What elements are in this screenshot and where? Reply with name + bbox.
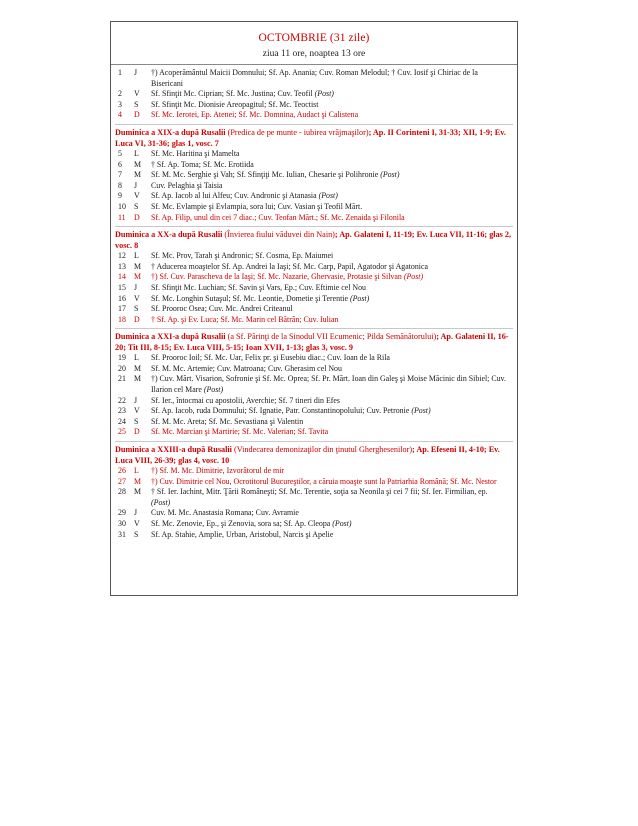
weekday: L bbox=[134, 251, 139, 261]
saints-text: Sf. Mc. Haritina şi Mamelta bbox=[151, 148, 240, 158]
day-row bbox=[115, 396, 513, 407]
fast-marker: (Post) bbox=[318, 191, 338, 201]
day-number: 27 bbox=[118, 476, 126, 486]
weekday: M bbox=[134, 261, 142, 271]
sunday-heading bbox=[115, 328, 513, 353]
sunday-description: (Învierea fiului văduvei din Nain) bbox=[224, 230, 335, 240]
day-saints bbox=[151, 406, 513, 417]
day-saints bbox=[151, 353, 513, 364]
day-number: 16 bbox=[118, 293, 126, 303]
day-number: 4 bbox=[118, 110, 122, 120]
day-row bbox=[115, 477, 513, 488]
day-saints bbox=[151, 396, 513, 407]
fast-marker: (Post) bbox=[151, 497, 171, 507]
fast-marker: (Post) bbox=[332, 519, 352, 528]
sunday-description: (a Sf. Părinţi de la Sinodul VII Ecumenic; Pilda Semănătorului) bbox=[227, 332, 437, 342]
day-number: 21 bbox=[118, 374, 126, 384]
day-row bbox=[115, 251, 513, 262]
day-saints bbox=[151, 251, 513, 262]
saints-text: Sf. Mc. Prov, Tarah şi Andronic; Sf. Cosma, Ep. Maiumei bbox=[151, 251, 334, 261]
day-saints bbox=[151, 364, 513, 375]
day-saints bbox=[151, 530, 513, 541]
sunday-title: Duminica a XXIII-a după Rusalii bbox=[115, 445, 232, 455]
saints-text: Sf. Mc. Longhin Sutaşul; Sf. Mc. Leontie, Dometie şi Terentie bbox=[151, 293, 348, 303]
weekday: M bbox=[134, 363, 142, 373]
day-number: 10 bbox=[118, 201, 126, 211]
saints-text: †) Sf. Cuv. Parascheva de la Iaşi; Sf. Mc. Nazarie, Ghervasie, Protasie şi Silvan bbox=[151, 272, 402, 282]
sunday-readings: ; Ap. Efeseni II, 4-10; Ev. Luca VIII, 26-39; glas 4, vosc. 10 bbox=[115, 445, 500, 466]
weekday: J bbox=[134, 180, 138, 190]
saints-text: Cuv. M. Mc. Anastasia Romana; Cuv. Avramie bbox=[151, 508, 299, 518]
saints-text: Sf. Sfinţit Mc. Dionisie Areopagitul; Sf. Mc. Teoctist bbox=[151, 99, 319, 109]
daylight-info: ziua 11 ore, noaptea 13 ore bbox=[262, 49, 366, 59]
weekday: M bbox=[134, 476, 142, 486]
saints-text: † Sf. Ap. Toma; Sf. Mc. Erotiida bbox=[151, 159, 254, 169]
fast-marker: (Post) bbox=[314, 89, 334, 99]
day-saints bbox=[151, 283, 513, 294]
day-row bbox=[115, 262, 513, 273]
sunday-title: Duminica a XIX-a după Rusalii bbox=[115, 127, 226, 137]
day-row bbox=[115, 149, 513, 160]
day-saints bbox=[151, 508, 513, 519]
day-number: 17 bbox=[118, 304, 126, 314]
day-number: 22 bbox=[118, 395, 126, 405]
day-saints bbox=[151, 294, 513, 305]
calendar-frame bbox=[110, 21, 518, 596]
day-row bbox=[115, 272, 513, 283]
day-saints bbox=[151, 160, 513, 171]
sunday-description: (Vindecarea demonizaţilor din ţinutul Gherghesenilor) bbox=[233, 445, 413, 455]
day-saints bbox=[151, 477, 513, 488]
day-saints bbox=[151, 304, 513, 315]
weekday: M bbox=[134, 159, 142, 169]
saints-text: Sf. Ap. Stahie, Amplie, Urban, Aristobul, Narcis şi Apelie bbox=[151, 529, 334, 539]
day-number: 29 bbox=[118, 508, 126, 518]
saints-text: Sf. M. Mc. Artemie; Cuv. Matroana; Cuv. Gherasim cel Nou bbox=[151, 363, 342, 373]
day-number: 25 bbox=[118, 427, 126, 437]
day-row bbox=[115, 487, 513, 508]
saints-text: Sf. Ier., întocmai cu apostolii, Averchie; Sf. 7 tineri din Efes bbox=[151, 395, 340, 405]
weekday: D bbox=[134, 110, 140, 120]
weekday: D bbox=[134, 314, 140, 324]
day-saints bbox=[151, 374, 513, 395]
day-number: 18 bbox=[118, 314, 126, 324]
day-saints bbox=[151, 191, 513, 202]
sunday-heading bbox=[115, 226, 513, 251]
day-row bbox=[115, 315, 513, 326]
saints-text: Sf. M. Mc. Serghie şi Vah; Sf. Sfinţiţi Mc. Iulian, Chesarie şi Polihronie bbox=[151, 170, 379, 180]
day-number: 9 bbox=[118, 191, 122, 201]
day-number: 3 bbox=[118, 99, 122, 109]
sunday-readings: ; Ap. Galateni II, 16-20; Tit III, 8-15; Ev. Luca VIII, 5-15; Ioan XVII, 1-13; glas 3, vosc. 9 bbox=[115, 332, 509, 353]
saints-text: Sf. Sfinţit Mc. Luchian; Sf. Savin şi Vars, Ep.; Cuv. Eftimie cel Nou bbox=[151, 282, 366, 292]
day-number: 24 bbox=[118, 416, 126, 426]
weekday: M bbox=[134, 170, 142, 180]
day-saints bbox=[151, 89, 513, 100]
saints-text: Sf. Mc. Zenovie, Ep., şi Zenovia, sora sa; Sf. Ap. Cleopa bbox=[151, 519, 331, 528]
day-saints bbox=[151, 519, 513, 530]
saints-text: Sf. Sfinţit Mc. Ciprian; Sf. Mc. Justina; Cuv. Teofil bbox=[151, 89, 313, 99]
day-row bbox=[115, 191, 513, 202]
day-saints bbox=[151, 68, 513, 89]
fast-marker: (Post) bbox=[403, 272, 424, 282]
weekday: S bbox=[134, 529, 139, 539]
saints-text: Sf. Mc. Evlampie şi Evlampia, sora lui; Cuv. Vasian şi Teofil Mărt. bbox=[151, 201, 363, 211]
day-saints bbox=[151, 100, 513, 111]
sunday-heading bbox=[115, 441, 513, 466]
day-saints bbox=[151, 149, 513, 160]
day-number: 11 bbox=[118, 212, 126, 222]
weekday: D bbox=[134, 212, 140, 222]
day-row bbox=[115, 181, 513, 192]
fast-marker: (Post) bbox=[203, 385, 224, 395]
day-number: 2 bbox=[118, 89, 122, 99]
saints-text: Sf. Mc. Ierotei, Ep. Atenei; Sf. Mc. Domnina, Audact şi Calistena bbox=[151, 110, 359, 120]
saints-text: †) Acoperământul Maicii Domnului; Sf. Ap. Anania; Cuv. Roman Melodul; † Cuv. Iosif şi Chiriac de la Bisericani bbox=[151, 68, 478, 88]
day-row bbox=[115, 100, 513, 111]
saints-text: Sf. Prooroc Osea; Cuv. Mc. Andrei Criteanul bbox=[151, 304, 293, 314]
fast-marker: (Post) bbox=[411, 406, 431, 416]
day-saints bbox=[151, 272, 513, 283]
day-row bbox=[115, 406, 513, 417]
day-row bbox=[115, 417, 513, 428]
day-row bbox=[115, 202, 513, 213]
fast-marker: (Post) bbox=[349, 293, 370, 303]
day-number: 31 bbox=[118, 529, 126, 539]
day-row bbox=[115, 374, 513, 395]
day-number: 23 bbox=[118, 406, 126, 416]
day-number: 6 bbox=[118, 159, 122, 169]
weekday: J bbox=[134, 395, 138, 405]
day-row bbox=[115, 304, 513, 315]
day-number: 19 bbox=[118, 353, 126, 363]
weekday: V bbox=[134, 191, 140, 201]
day-saints bbox=[151, 262, 513, 273]
day-row bbox=[115, 427, 513, 438]
day-number: 20 bbox=[118, 363, 126, 373]
day-row bbox=[115, 213, 513, 224]
day-row bbox=[115, 364, 513, 375]
day-row bbox=[115, 160, 513, 171]
weekday: J bbox=[134, 282, 138, 292]
weekday: V bbox=[134, 293, 140, 303]
day-saints bbox=[151, 110, 513, 121]
sunday-heading bbox=[115, 124, 513, 149]
day-saints bbox=[151, 213, 513, 224]
day-number: 12 bbox=[118, 251, 126, 261]
day-saints bbox=[151, 181, 513, 192]
weekday: S bbox=[134, 99, 139, 109]
weekday: V bbox=[134, 406, 140, 416]
month-title: OCTOMBRIE (31 zile) bbox=[258, 32, 370, 44]
day-row bbox=[115, 466, 513, 477]
day-number: 8 bbox=[118, 180, 122, 190]
weekday: J bbox=[134, 68, 138, 77]
saints-text: Sf. Mc. Marcian şi Martirie; Sf. Mc. Valerian; Sf. Tavita bbox=[151, 427, 329, 437]
weekday: L bbox=[134, 466, 139, 476]
saints-text: Sf. Ap. Iacob al lui Alfeu; Cuv. Andronic şi Atanasia bbox=[151, 191, 317, 201]
day-row bbox=[115, 170, 513, 181]
day-row bbox=[115, 530, 513, 541]
weekday: M bbox=[134, 374, 142, 384]
day-row bbox=[115, 294, 513, 305]
fast-marker: (Post) bbox=[380, 170, 400, 180]
day-saints bbox=[151, 466, 513, 477]
weekday: D bbox=[134, 427, 140, 437]
day-number: 15 bbox=[118, 282, 126, 292]
weekday: L bbox=[134, 148, 139, 158]
day-row bbox=[115, 89, 513, 100]
day-row bbox=[115, 283, 513, 294]
weekday: S bbox=[134, 416, 139, 426]
day-number: 14 bbox=[118, 272, 126, 282]
weekday: L bbox=[134, 353, 139, 363]
weekday: J bbox=[134, 508, 138, 518]
saints-text: †) Sf. M. Mc. Dimitrie, Izvorâtorul de mir bbox=[151, 466, 285, 476]
saints-text: Sf. M. Mc. Areta; Sf. Mc. Sevastiana şi Valentin bbox=[151, 416, 304, 426]
day-number: 7 bbox=[118, 170, 122, 180]
saints-text: † Sf. Ier. Iachint, Mitr. Ţării Româneşti; Sf. Mc. Terentie, soţia sa Neonila şi cei 7 fii; Sf. Ier. Firmilian, ep. bbox=[151, 487, 488, 497]
weekday: V bbox=[134, 519, 140, 528]
sunday-readings: ; Ap. Galateni I, 11-19; Ev. Luca VII, 11-16; glas 2, vosc. 8 bbox=[115, 230, 512, 251]
saints-text: Sf. Ap. Filip, unul din cei 7 diac.; Cuv. Teofan Mărt.; Sf. Mc. Zenaida şi Filonila bbox=[151, 212, 405, 222]
calendar-body bbox=[111, 65, 517, 540]
saints-text: Sf. Prooroc Ioil; Sf. Mc. Uar, Felix pr. şi Eusebiu diac.; Cuv. Ioan de la Rila bbox=[151, 353, 390, 363]
day-number: 13 bbox=[118, 261, 126, 271]
day-saints bbox=[151, 417, 513, 428]
saints-text: † Sf. Ap. şi Ev. Luca; Sf. Mc. Marin cel Bătrân; Cuv. Iulian bbox=[151, 314, 339, 324]
sunday-description: (Predica de pe munte - iubirea vrăjmaşilor) bbox=[227, 127, 369, 137]
day-number: 5 bbox=[118, 148, 122, 158]
weekday: M bbox=[134, 272, 142, 282]
day-number: 28 bbox=[118, 487, 126, 497]
weekday: S bbox=[134, 201, 139, 211]
day-number: 1 bbox=[118, 68, 122, 77]
day-number: 26 bbox=[118, 466, 126, 476]
day-row bbox=[115, 68, 513, 89]
day-row bbox=[115, 353, 513, 364]
saints-text: Cuv. Pelaghia şi Taisia bbox=[151, 180, 223, 190]
day-row bbox=[115, 519, 513, 530]
weekday: V bbox=[134, 89, 140, 99]
calendar-header bbox=[111, 22, 517, 65]
sunday-title: Duminica a XX-a după Rusalii bbox=[115, 230, 223, 240]
saints-text: † Aducerea moaştelor Sf. Ap. Andrei la Iaşi; Sf. Mc. Carp, Papil, Agatodor şi Agatonica bbox=[151, 261, 428, 271]
day-saints bbox=[151, 202, 513, 213]
saints-text: †) Cuv. Mărt. Visarion, Sofronie şi Sf. Mc. Oprea; Sf. Pr. Mărt. Ioan din Galeş şi Moise Măcinic din Sibiel; Cuv. Ilarion cel Mare bbox=[151, 374, 506, 395]
day-number: 30 bbox=[118, 519, 126, 528]
day-row bbox=[115, 110, 513, 121]
day-row bbox=[115, 508, 513, 519]
day-saints bbox=[151, 427, 513, 438]
day-saints bbox=[151, 315, 513, 326]
weekday: S bbox=[134, 304, 139, 314]
saints-text: †) Cuv. Dimitrie cel Nou, Ocrotitorul Bucureştilor, a căruia moaşte sunt la Patriarhia Română; Sf. Mc. Nestor bbox=[151, 476, 497, 486]
weekday: M bbox=[134, 487, 142, 497]
sunday-readings: ; Ap. II Corinteni I, 31-33; XII, 1-9; Ev. Luca VI, 31-36; glas 1, vosc. 7 bbox=[115, 127, 506, 148]
day-saints bbox=[151, 487, 513, 508]
sunday-title: Duminica a XXI-a după Rusalii bbox=[115, 332, 226, 342]
saints-text: Sf. Ap. Iacob, ruda Domnului; Sf. Ignatie, Patr. Constantinopolului; Cuv. Petronie bbox=[151, 406, 410, 416]
day-saints bbox=[151, 170, 513, 181]
